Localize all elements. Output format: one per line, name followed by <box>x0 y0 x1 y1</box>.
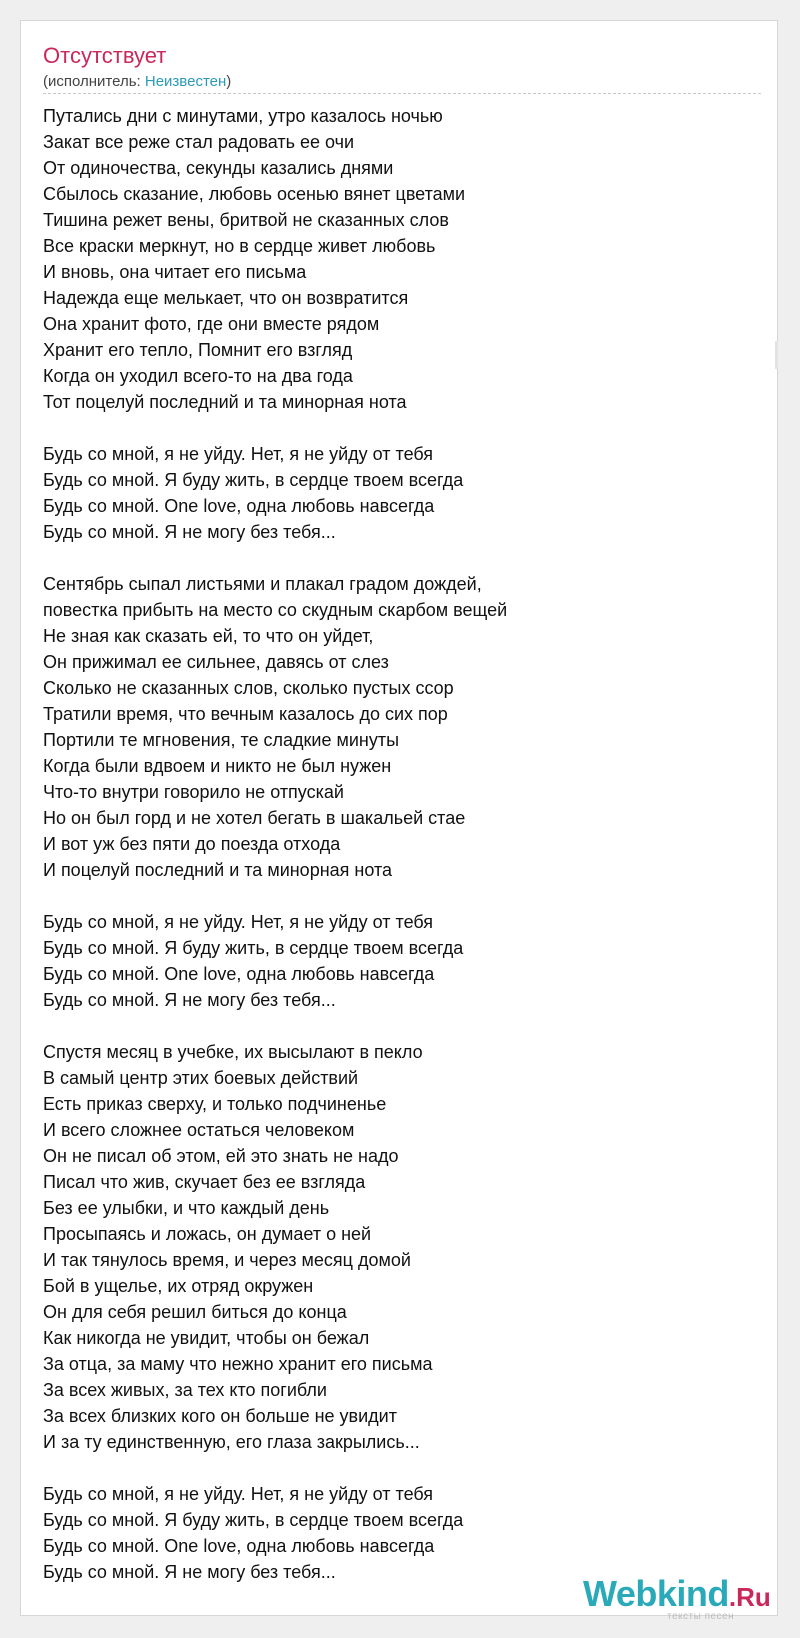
song-title: Отсутствует <box>43 43 167 68</box>
lyric-line: Сколько не сказанных слов, сколько пустых ссор <box>43 678 454 698</box>
logo-wordmark: Webkind <box>583 1573 729 1614</box>
lyric-line: Сбылось сказание, любовь осенью вянет цветами <box>43 184 466 204</box>
lyric-line: Не зная как сказать ей, то что он уйдет, <box>43 626 374 646</box>
lyric-line: Просыпаясь и ложась, он думает о ней <box>43 1224 372 1244</box>
artist-line <box>43 73 231 90</box>
lyric-line: Сентябрь сыпал листьями и плакал градом дождей, <box>43 574 482 594</box>
artist-prefix: (исполнитель: <box>43 73 145 90</box>
lyric-line: Будь со мной, я не уйду. Нет, я не уйду от тебя <box>43 1484 434 1504</box>
lyric-line: повестка прибыть на место со скудным скарбом вещей <box>43 600 508 620</box>
edge-marker <box>775 341 778 369</box>
lyric-line: От одиночества, секунды казались днями <box>43 158 394 178</box>
artist-link[interactable]: Неизвестен <box>144 73 227 90</box>
lyric-line: Будь со мной. Я не могу без тебя... <box>43 990 336 1010</box>
lyric-line: И вот уж без пяти до поезда отхода <box>43 834 341 854</box>
lyric-line: Есть приказ сверху, и только подчиненье <box>43 1094 387 1114</box>
header-divider <box>43 93 761 94</box>
lyric-line: Будь со мной. Я буду жить, в сердце твоем всегда <box>43 938 464 958</box>
lyric-line: Тишина режет вены, бритвой не сказанных слов <box>43 210 449 230</box>
lyric-line: Будь со мной. Я не могу без тебя... <box>43 1562 336 1582</box>
lyric-line: Портили те мгновения, те сладкие минуты <box>43 730 400 750</box>
lyric-line: Путались дни с минутами, утро казалось ночью <box>43 106 443 126</box>
logo-tagline: тексты песен <box>667 1611 735 1622</box>
lyric-line: Хранит его тепло, Помнит его взгляд <box>43 340 353 360</box>
lyric-line: Все краски меркнут, но в сердце живет любовь <box>43 236 436 256</box>
lyric-line: Спустя месяц в учебке, их высылают в пекло <box>43 1042 423 1062</box>
lyric-line: Он для себя решил биться до конца <box>43 1302 347 1322</box>
lyric-line: Будь со мной. Я не могу без тебя... <box>43 522 336 542</box>
lyric-line: За всех живых, за тех кто погибли <box>43 1380 327 1400</box>
lyrics-card <box>20 20 778 1622</box>
lyrics-text <box>43 103 761 1585</box>
lyric-line: Тот поцелуй последний и та минорная нота <box>43 392 407 412</box>
lyric-line: Бой в ущелье, их отряд окружен <box>43 1276 314 1296</box>
lyrics-stanza <box>43 571 761 883</box>
lyric-line: Что-то внутри говорило не отпускай <box>43 782 344 802</box>
logo-domain: .Ru <box>728 1582 771 1612</box>
lyric-line: И так тянулось время, и через месяц домой <box>43 1250 411 1270</box>
lyric-line: Он не писал об этом, ей это знать не надо <box>43 1146 399 1166</box>
lyric-line: Без ее улыбки, и что каждый день <box>43 1198 330 1218</box>
site-logo[interactable] <box>583 1573 771 1622</box>
lyric-line: Закат все реже стал радовать ее очи <box>43 132 355 152</box>
lyric-line: Она хранит фото, где они вместе рядом <box>43 314 380 334</box>
lyric-line: Когда были вдвоем и никто не был нужен <box>43 756 392 776</box>
lyric-line: Надежда еще мелькает, что он возвратится <box>43 288 409 308</box>
lyric-line: Будь со мной. Я буду жить, в сердце твоем всегда <box>43 1510 464 1530</box>
lyrics-stanza <box>43 909 761 1013</box>
lyric-line: Но он был горд и не хотел бегать в шакальей стае <box>43 808 466 828</box>
lyric-line: Как никогда не увидит, чтобы он бежал <box>43 1328 370 1348</box>
lyric-line: Он прижимал ее сильнее, давясь от слез <box>43 652 389 672</box>
lyric-line: И вновь, она читает его письма <box>43 262 307 282</box>
lyric-line: И поцелуй последний и та минорная нота <box>43 860 393 880</box>
lyric-line: Будь со мной. One love, одна любовь навсегда <box>43 964 435 984</box>
lyric-line: И за ту единственную, его глаза закрылись... <box>43 1432 420 1452</box>
lyric-line: Писал что жив, скучает без ее взгляда <box>43 1172 366 1192</box>
lyric-line: За всех близких кого он больше не увидит <box>43 1406 397 1426</box>
lyric-line: Будь со мной, я не уйду. Нет, я не уйду от тебя <box>43 912 434 932</box>
lyrics-stanza <box>43 441 761 545</box>
artist-suffix: ) <box>226 73 232 90</box>
lyrics-stanza <box>43 103 761 415</box>
lyrics-stanza <box>43 1039 761 1455</box>
lyric-line: Будь со мной, я не уйду. Нет, я не уйду от тебя <box>43 444 434 464</box>
lyric-line: Будь со мной. Я буду жить, в сердце твоем всегда <box>43 470 464 490</box>
lyrics-stanza <box>43 1481 761 1585</box>
lyric-line: За отца, за маму что нежно хранит его письма <box>43 1354 433 1374</box>
lyric-line: Будь со мной. One love, одна любовь навсегда <box>43 496 435 516</box>
lyric-line: В самый центр этих боевых действий <box>43 1068 359 1088</box>
lyric-line: И всего сложнее остаться человеком <box>43 1120 355 1140</box>
lyric-line: Будь со мной. One love, одна любовь навсегда <box>43 1536 435 1556</box>
lyric-line: Тратили время, что вечным казалось до сих пор <box>43 704 448 724</box>
lyric-line: Когда он уходил всего-то на два года <box>43 366 353 386</box>
